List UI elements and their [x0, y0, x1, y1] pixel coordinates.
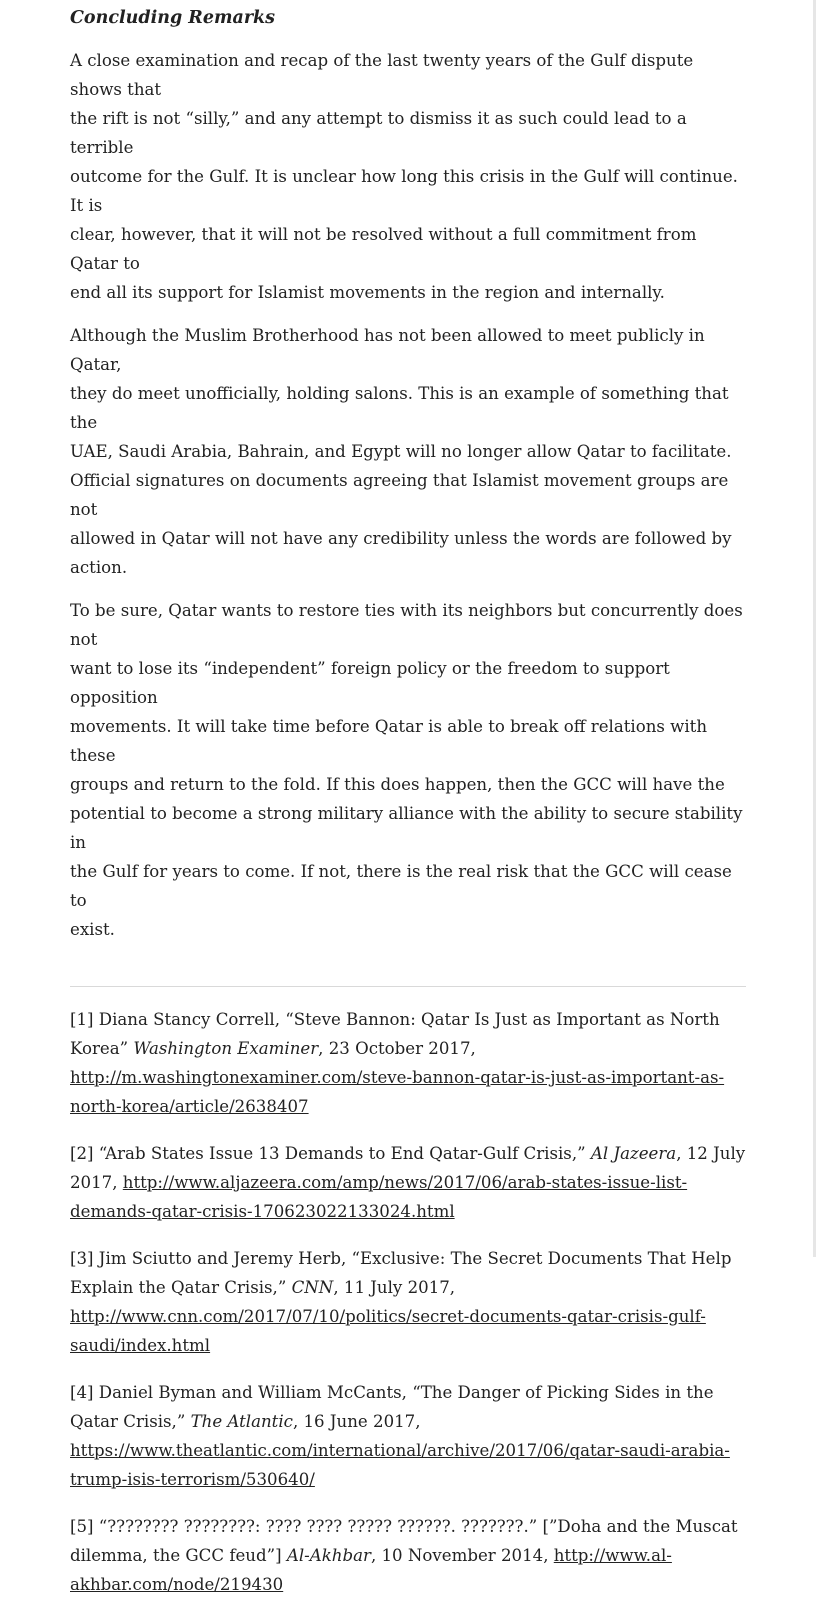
footnote — [70, 1378, 746, 1494]
paragraph: To be sure, Qatar wants to restore ties with its neighbors but concurrently does not want to lose its “independent” foreign policy or the freedom to support opposition movements. It will take time before Qatar is able to break off relations with these groups and return to the fold. If this does happen, then the GCC will have the potential to become a strong military alliance with the ability to secure stability in the Gulf for years to come. If not, there is the real risk that the GCC will cease to exist. — [70, 601, 743, 939]
footnote — [70, 1139, 746, 1226]
footnote-date: , 23 October 2017, — [318, 1039, 476, 1058]
footnote-text: Daniel Byman and William McCants, “The Danger of Picking Sides in the Qatar Crisis,” — [70, 1383, 714, 1431]
footnote-link[interactable]: http://m.washingtonexaminer.com/steve-bannon-qatar-is-just-as-important-as-north-korea/article/2638407 — [70, 1068, 725, 1116]
footnote-text: “???????? ????????: ???? ???? ????? ??????. ???????.” [”Doha and the Muscat dilemma, the GCC feud”] — [70, 1517, 738, 1565]
footnote-marker: [3] — [70, 1249, 94, 1268]
footnote — [70, 1512, 746, 1599]
footnote-source: CNN — [291, 1278, 334, 1297]
footnote-date: , 11 July 2017, — [333, 1278, 456, 1297]
footnote — [70, 1244, 746, 1360]
paragraph: Although the Muslim Brotherhood has not been allowed to meet publicly in Qatar, they do meet unofficially, holding salons. This is an example of something that the UAE, Saudi Arabia, Bahrain, and Egypt will no longer allow Qatar to facilitate. Official signatures on documents agreeing that Islamist movement groups are not allowed in Qatar will not have any credibility unless the words are followed by action. — [70, 326, 732, 577]
footnote-link[interactable]: https://www.theatlantic.com/international/archive/2017/06/qatar-saudi-arabia-trump-isis-terrorism/530640/ — [70, 1441, 730, 1489]
footnote-marker: [1] — [70, 1010, 94, 1029]
footnote-source: Al-Akhbar — [286, 1546, 371, 1565]
footnote-date: , 12 July 2017, — [70, 1144, 746, 1192]
footnote-text: Diana Stancy Correll, “Steve Bannon: Qatar Is Just as Important as North Korea” — [70, 1010, 720, 1058]
paragraph: A close examination and recap of the last twenty years of the Gulf dispute shows that the rift is not “silly,” and any attempt to dismiss it as such could lead to a terrible outcome for the Gulf. It is unclear how long this crisis in the Gulf will continue. It is clear, however, that it will not be resolved without a full commitment from Qatar to end all its support for Islamist movements in the region and internally. — [70, 51, 738, 302]
footnote-marker: [4] — [70, 1383, 94, 1402]
footnote-source: Al Jazeera — [590, 1144, 677, 1163]
footnote-text: “Arab States Issue 13 Demands to End Qatar-Gulf Crisis,” — [93, 1144, 591, 1163]
footnote-date: , 10 November 2014, — [370, 1546, 554, 1565]
article-body — [70, 0, 746, 1599]
footnote-source: Washington Examiner — [133, 1039, 319, 1058]
footnote-link[interactable]: http://www.cnn.com/2017/07/10/politics/secret-documents-qatar-crisis-gulf-saudi/index.html — [70, 1307, 706, 1355]
footnote-date: , 16 June 2017, — [292, 1412, 421, 1431]
footnotes-list — [70, 1005, 746, 1599]
footnote-marker: [5] — [70, 1517, 94, 1536]
footnote — [70, 1005, 746, 1121]
footnote-link[interactable]: http://www.al-akhbar.com/node/219430 — [70, 1546, 672, 1594]
footnote-source: The Atlantic — [190, 1412, 293, 1431]
footnote-divider — [70, 986, 746, 987]
section-heading: Concluding Remarks — [70, 8, 276, 28]
footnote-link[interactable]: http://www.aljazeera.com/amp/news/2017/06/arab-states-issue-list-demands-qatar-crisis-170623022133024.html — [70, 1173, 688, 1221]
footnote-text: Jim Sciutto and Jeremy Herb, “Exclusive: The Secret Documents That Help Explain the Qatar Crisis,” — [70, 1249, 732, 1297]
footnote-marker: [2] — [70, 1144, 94, 1163]
